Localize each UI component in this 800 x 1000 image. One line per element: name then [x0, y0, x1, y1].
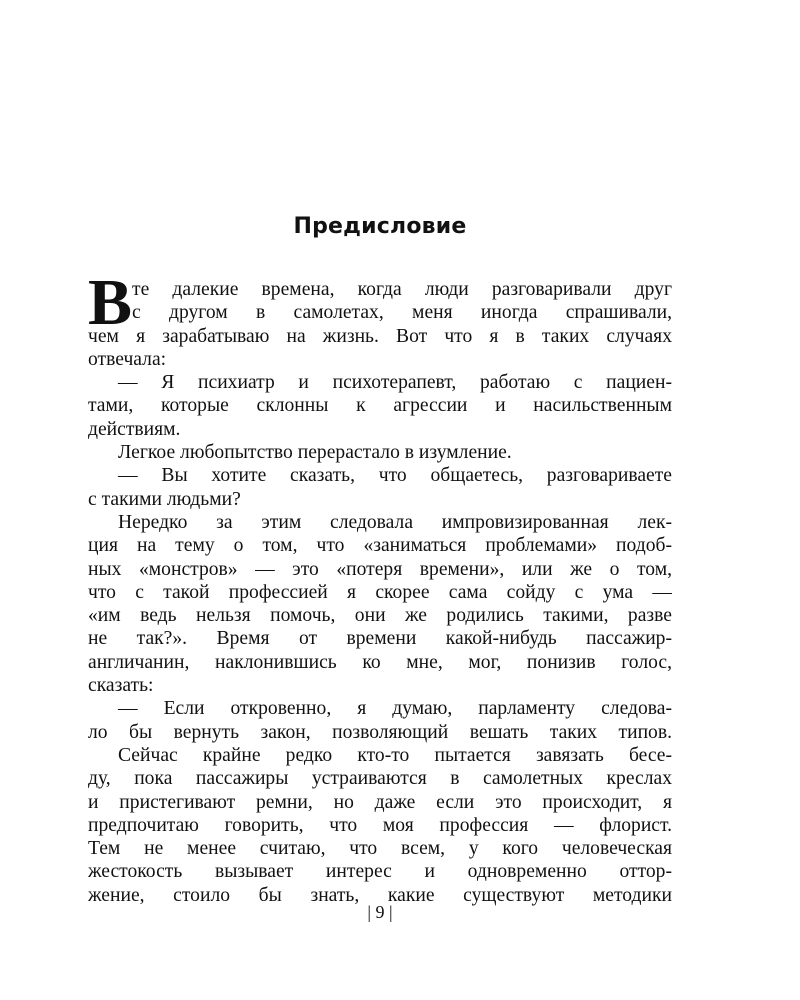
text-line: что с такой профессией я скорее сама сойду с ума — — [88, 581, 672, 603]
text-line: «им ведь нельзя помочь, они же родились такими, разве — [88, 605, 672, 627]
body-text — [88, 266, 672, 907]
text-line: чем я зарабатываю на жизнь. Вот что я в таких случаях — [88, 325, 672, 347]
text-line: — Я психиатр и психотерапевт, работаю с пациен- — [118, 372, 672, 394]
text-line: ло бы вернуть закон, позволяющий вешать таких типов. — [88, 721, 672, 743]
text-line: отвечала: — [88, 348, 167, 370]
text-line: ду, пока пассажиры устраиваются в самолетных креслах — [88, 768, 672, 790]
text-line: жение, стоило бы знать, какие существуют методики — [88, 884, 672, 906]
text-line: те далекие времена, когда люди разговаривали друг — [132, 279, 672, 300]
text-line: Тем не менее считаю, что всем, у кого человеческая — [88, 838, 672, 860]
text-line: ных «монстров» — это «потеря времени», или же о том, — [88, 558, 672, 580]
text-line: не так?». Время от времени какой-нибудь пассажир- — [88, 628, 672, 650]
text-line: Нередко за этим следовала импровизированная лек- — [118, 511, 672, 533]
drop-cap: В — [88, 266, 133, 339]
text-line: — Если откровенно, я думаю, парламенту следова- — [118, 698, 672, 720]
text-line: жестокость вызывает интерес и одновременно оттор- — [88, 861, 672, 883]
text-line: англичанин, наклонившись ко мне, мог, понизив голос, — [88, 651, 672, 673]
text-line: действиям. — [88, 418, 181, 440]
text-line: с другом в самолетах, меня иногда спрашивали, — [132, 302, 672, 324]
text-line: с такими людьми? — [88, 488, 241, 510]
text-line: сказать: — [88, 675, 154, 697]
text-line: Легкое любопытство перерастало в изумление. — [118, 442, 512, 464]
page-number: | 9 | — [367, 902, 393, 922]
text-line: тами, которые склонны к агрессии и насильственным — [88, 395, 672, 417]
chapter-title: Предисловие — [293, 214, 467, 239]
text-line: и пристегивают ремни, но даже если это происходит, я — [88, 791, 672, 813]
text-line: — Вы хотите сказать, что общаетесь, разговариваете — [118, 465, 672, 487]
text-line: предпочитаю говорить, что моя профессия — флорист. — [88, 814, 672, 836]
text-line: Сейчас крайне редко кто-то пытается завязать бесе- — [118, 744, 672, 766]
text-line: ция на тему о том, что «заниматься проблемами» подоб- — [88, 535, 672, 557]
